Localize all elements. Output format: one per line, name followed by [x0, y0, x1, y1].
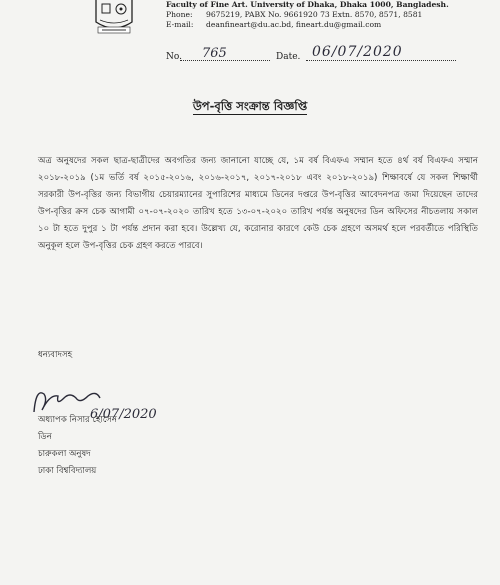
notice-title: উপ-বৃত্তি সংক্রান্ত বিজ্ঞপ্তি: [192, 99, 308, 113]
letterhead: [0, 0, 500, 40]
university-logo: [92, 0, 136, 34]
letterhead-text: [166, 0, 449, 30]
ref-no-value: 765: [202, 46, 227, 61]
signatory-university: ঢাকা বিশ্ববিদ্যালয়: [38, 466, 97, 476]
email-line: E-mail: deanfineart@du.ac.bd, fineart.du@gmail.com: [166, 20, 382, 29]
ref-no-label: No.: [166, 52, 182, 62]
signatory-name: অধ্যাপক নিসার হোসেন: [38, 415, 117, 425]
phone-line: Phone: 9675219, PABX No. 9661920 73 Extn. 8570, 8571, 8581: [166, 10, 423, 19]
ref-date-value: 06/07/2020: [312, 44, 403, 60]
signatory-designation: ডিন: [38, 432, 52, 442]
ref-date-dots: [306, 60, 456, 61]
regards: ধন্যবাদসহ: [38, 350, 73, 360]
faculty-address: Faculty of Fine Art. University of Dhaka, Dhaka 1000, Bangladesh.: [166, 0, 449, 9]
body-paragraph: অত্র অনুষদের সকল ছাত্র-ছাত্রীদের অবগতির জন্য জানানো যাচ্ছে যে, ১ম বর্ষ বিএফএ সম্মান হতে ৪র্থ বর্ষ বিএফএ সম্মান ২০১৮-২০১৯ (১ম ভর্তি বর্ষ ২০১৫-২০১৬, ২০১৬-২০১৭, ২০১৭-২০১৮ এবং ২০১৮-২০১৯) শিক্ষাবর্ষে যে সকল শিক্ষার্থী সরকারী উপ-বৃত্তির জন্য বিভাগীয় চেয়ারম্যানের সুপারিশের মাধ্যমে ডিনের দপ্তরে উপ-বৃত্তির আবেদনপত্র জমা দিয়েছেন তাদের উপ-বৃত্তির ক্রস চেক আগামী ০৭-০৭-২০২০ তারিখ হতে ১৩-০৭-২০২০ তারিখ পর্যন্ত অনুষদের ডিন অফিসের নীচতলায় সকাল ১০ টা হতে দুপুর ১ টা পর্যন্ত প্রদান করা হবে। উল্লেখ্য যে, করোনার কারণে কেউ চেক গ্রহণে অসমর্থ হলে পরবর্তীতে পরিস্থিতি অনুকূল হলে উপ-বৃত্তির চেক গ্রহণ করতে পারবে।: [38, 156, 478, 252]
signature-date: 6/07/2020: [90, 407, 157, 422]
ref-date-label: Date.: [276, 52, 301, 62]
signatory-faculty: চারুকলা অনুষদ: [38, 449, 91, 459]
notice-body: [38, 153, 478, 256]
signature-block: [38, 412, 117, 480]
